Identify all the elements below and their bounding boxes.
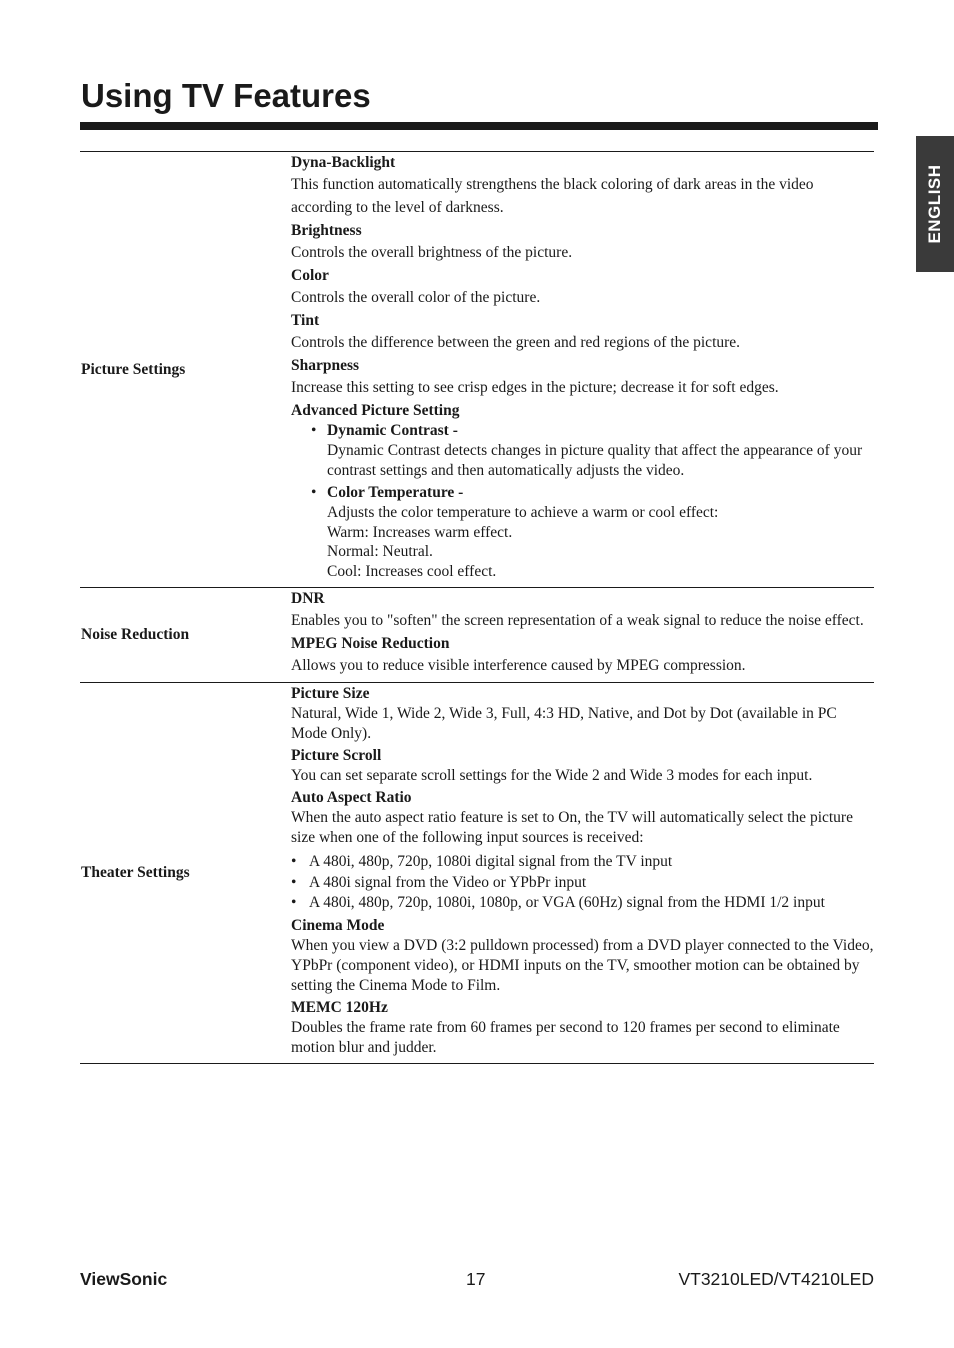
footer-brand: ViewSonic xyxy=(80,1269,168,1289)
feature-table xyxy=(80,151,874,1064)
list-item: • A 480i, 480p, 720p, 1080i digital signal from the TV input xyxy=(309,852,874,873)
section-theater-settings xyxy=(80,682,874,1063)
item-title: Color xyxy=(291,267,329,284)
sub-item-line: Cool: Increases cool effect. xyxy=(327,562,497,580)
item-desc: When the auto aspect ratio feature is set to On, the TV will automatically select the picture size when one of the following input sources is received: xyxy=(291,809,853,846)
item-title: Sharpness xyxy=(291,357,360,374)
list-item xyxy=(327,421,874,480)
item-title: Cinema Mode xyxy=(291,916,385,934)
item-desc: Doubles the frame rate from 60 frames per second to 120 frames per second to eliminate motion blur and judder. xyxy=(291,1018,840,1056)
sub-item-line: Normal: Neutral. xyxy=(327,543,433,560)
list-item: • A 480i, 480p, 720p, 1080i, 1080p, or VGA (60Hz) signal from the HDMI 1/2 input xyxy=(309,893,874,914)
item-desc: Increase this setting to see crisp edges in the picture; decrease it for soft edges. xyxy=(291,379,779,396)
item-title: Auto Aspect Ratio xyxy=(291,789,412,806)
input-source-list xyxy=(291,852,874,914)
item-title: MPEG Noise Reduction xyxy=(291,635,450,652)
section-noise-reduction xyxy=(80,587,874,682)
page-title: Using TV Features xyxy=(81,77,371,114)
sub-list xyxy=(291,421,874,581)
sub-item-line: Adjusts the color temperature to achieve a warm or cool effect: xyxy=(327,504,719,521)
section-body xyxy=(291,588,874,682)
sub-item-line: Dynamic Contrast detects changes in picture quality that affect the appearance of your contrast settings and then automatically adjusts the video. xyxy=(327,442,863,479)
item-desc: Natural, Wide 1, Wide 2, Wide 3, Full, 4:3 HD, Native, and Dot by Dot (available in PC Mode Only). xyxy=(291,705,837,742)
item-title: DNR xyxy=(291,590,325,607)
item-desc: This function automatically strengthens the black coloring of dark areas in the video according to the level of darkness. xyxy=(291,176,814,216)
list-item: • A 480i signal from the Video or YPbPr input xyxy=(309,873,874,894)
sub-item-title: • Color Temperature - xyxy=(327,484,464,501)
item-title: Picture Size xyxy=(291,685,370,702)
item-desc: Controls the difference between the green and red regions of the picture. xyxy=(291,334,741,351)
item-desc: Controls the overall brightness of the picture. xyxy=(291,244,573,261)
item-title: Picture Scroll xyxy=(291,747,382,764)
language-tab xyxy=(916,136,954,272)
item-title: Advanced Picture Setting xyxy=(291,402,460,419)
item-title: MEMC 120Hz xyxy=(291,998,388,1016)
item-desc: Allows you to reduce visible interference caused by MPEG compression. xyxy=(291,657,746,674)
sub-item-title: • Dynamic Contrast - xyxy=(327,422,458,439)
page-number: 17 xyxy=(466,1269,486,1289)
list-item xyxy=(327,483,874,581)
item-title: Dyna-Backlight xyxy=(291,154,396,171)
section-label: Noise Reduction xyxy=(81,626,190,643)
language-tab-label: ENGLISH xyxy=(925,164,944,244)
table-end-rule xyxy=(80,1063,874,1064)
section-body xyxy=(291,152,874,587)
section-label: Theater Settings xyxy=(81,863,190,881)
section-picture-settings xyxy=(80,151,874,587)
section-label: Picture Settings xyxy=(81,360,186,378)
item-desc: Controls the overall color of the picture. xyxy=(291,289,541,306)
item-title: Brightness xyxy=(291,222,362,239)
section-body xyxy=(291,683,874,1063)
title-rule xyxy=(80,122,878,130)
item-desc: Enables you to "soften" the screen representation of a weak signal to reduce the noise effect. xyxy=(291,612,864,629)
item-desc: You can set separate scroll settings for the Wide 2 and Wide 3 modes for each input. xyxy=(291,767,813,784)
sub-item-line: Warm: Increases warm effect. xyxy=(327,523,513,541)
item-desc: When you view a DVD (3:2 pulldown processed) from a DVD player connected to the Video, YPbPr (component video), or HDMI inputs on the TV, smoother motion can be obtained by setting the Cinema Mode to Film. xyxy=(291,936,874,994)
footer-model: VT3210LED/VT4210LED xyxy=(678,1269,874,1289)
page-footer xyxy=(80,1269,874,1293)
item-title: Tint xyxy=(291,312,320,329)
